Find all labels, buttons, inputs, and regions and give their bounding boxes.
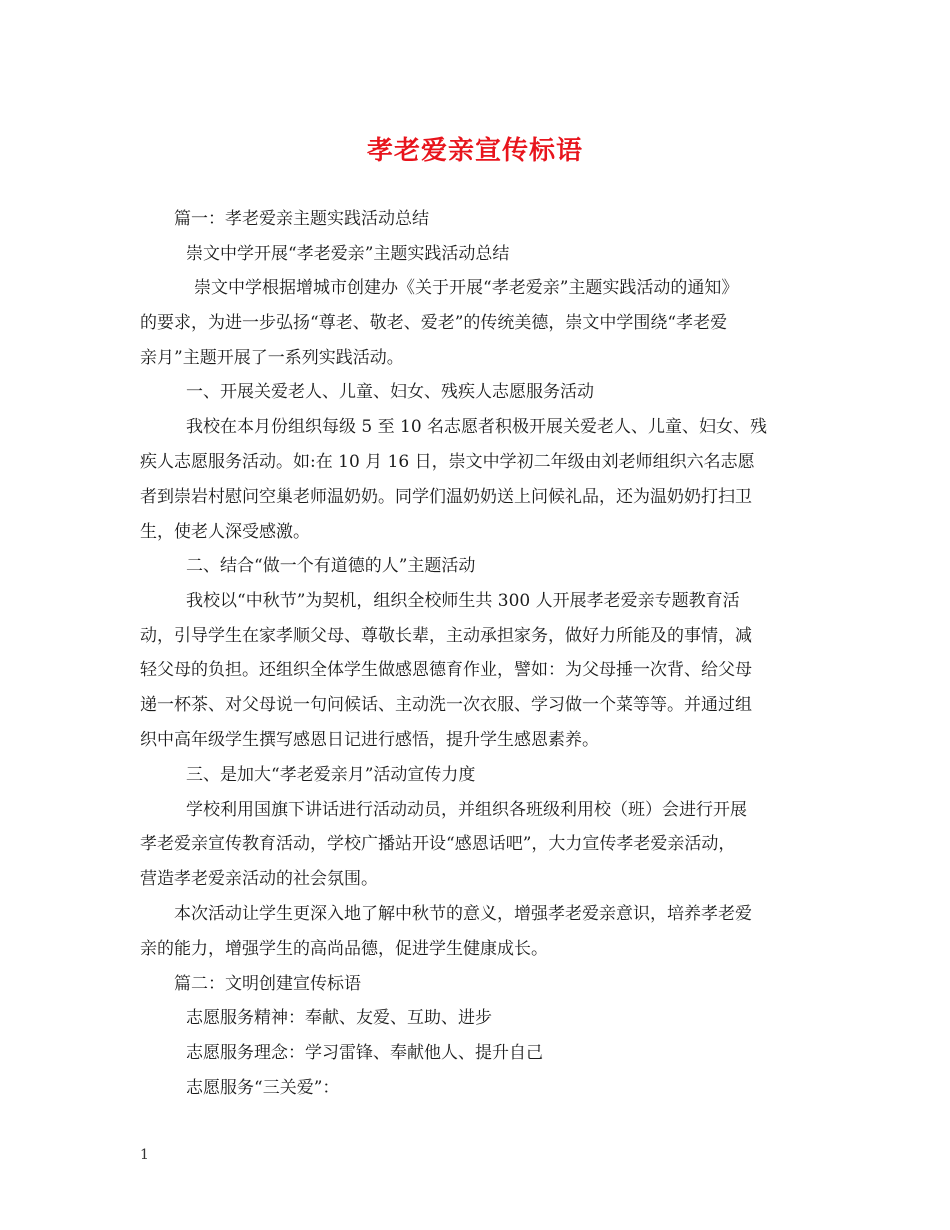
paragraph-line: 志愿服务精神：奉献、友爱、互助、进步 bbox=[186, 1008, 492, 1028]
paragraph-line: 生，使老人深受感激。 bbox=[140, 522, 310, 542]
paragraph-line: 志愿服务“三关爱”： bbox=[186, 1078, 340, 1098]
paragraph-line: 营造孝老爱亲活动的社会氛围。 bbox=[140, 869, 378, 889]
paragraph-line: 我校在本月份组织每级 5 至 10 名志愿者积极开展关爱老人、儿童、妇女、残 bbox=[186, 417, 768, 437]
paragraph-line: 亲月”主题开展了一系列实践活动。 bbox=[140, 348, 404, 368]
paragraph-line: 孝老爱亲宣传教育活动，学校广播站开设“感恩话吧”，大力宣传孝老爱亲活动， bbox=[140, 834, 736, 854]
paragraph-line: 动，引导学生在家孝顺父母、尊敬长辈，主动承担家务，做好力所能及的事情，减 bbox=[140, 626, 752, 646]
paragraph-line: 轻父母的负担。还组织全体学生做感恩德育作业，譬如：为父母捶一次背、给父母 bbox=[140, 660, 752, 680]
paragraph-line: 的要求，为进一步弘扬“尊老、敬老、爱老”的传统美德，崇文中学围绕“孝老爱 bbox=[140, 313, 728, 333]
paragraph-line: 学校利用国旗下讲话进行活动动员，并组织各班级利用校（班）会进行开展 bbox=[186, 800, 747, 820]
paragraph-line: 织中高年级学生撰写感恩日记进行感悟，提升学生感恩素养。 bbox=[140, 730, 599, 750]
paragraph-line: 亲的能力，增强学生的高尚品德，促进学生健康成长。 bbox=[140, 939, 548, 959]
paragraph-line: 崇文中学开展“孝老爱亲”主题实践活动总结 bbox=[186, 244, 510, 264]
section-heading-2: 篇二：文明创建宣传标语 bbox=[174, 974, 361, 994]
paragraph-line: 本次活动让学生更深入地了解中秋节的意义，增强孝老爱亲意识，培养孝老爱 bbox=[174, 904, 752, 924]
paragraph-line: 崇文中学根据增城市创建办《关于开展“孝老爱亲”主题实践活动的通知》 bbox=[194, 278, 739, 298]
document-title: 孝老爱亲宣传标语 bbox=[366, 136, 583, 166]
paragraph-line: 者到崇岩村慰问空巢老师温奶奶。同学们温奶奶送上问候礼品，还为温奶奶打扫卫 bbox=[140, 487, 752, 507]
subsection-heading: 一、开展关爱老人、儿童、妇女、残疾人志愿服务活动 bbox=[186, 382, 594, 402]
paragraph-line: 我校以“中秋节”为契机，组织全校师生共 300 人开展孝老爱亲专题教育活 bbox=[186, 591, 740, 611]
section-heading-1: 篇一：孝老爱亲主题实践活动总结 bbox=[174, 209, 429, 229]
subsection-heading: 二、结合“做一个有道德的人”主题活动 bbox=[186, 556, 476, 576]
paragraph-line: 递一杯茶、对父母说一句问候话、主动洗一次衣服、学习做一个菜等等。并通过组 bbox=[140, 695, 752, 715]
page-number: 1 bbox=[140, 1147, 149, 1163]
paragraph-line: 志愿服务理念：学习雷锋、奉献他人、提升自己 bbox=[186, 1043, 543, 1063]
paragraph-line: 疾人志愿服务活动。如:在 10 月 16 日，崇文中学初二年级由刘老师组织六名志愿 bbox=[140, 452, 755, 472]
subsection-heading: 三、是加大“孝老爱亲月”活动宣传力度 bbox=[186, 765, 476, 785]
